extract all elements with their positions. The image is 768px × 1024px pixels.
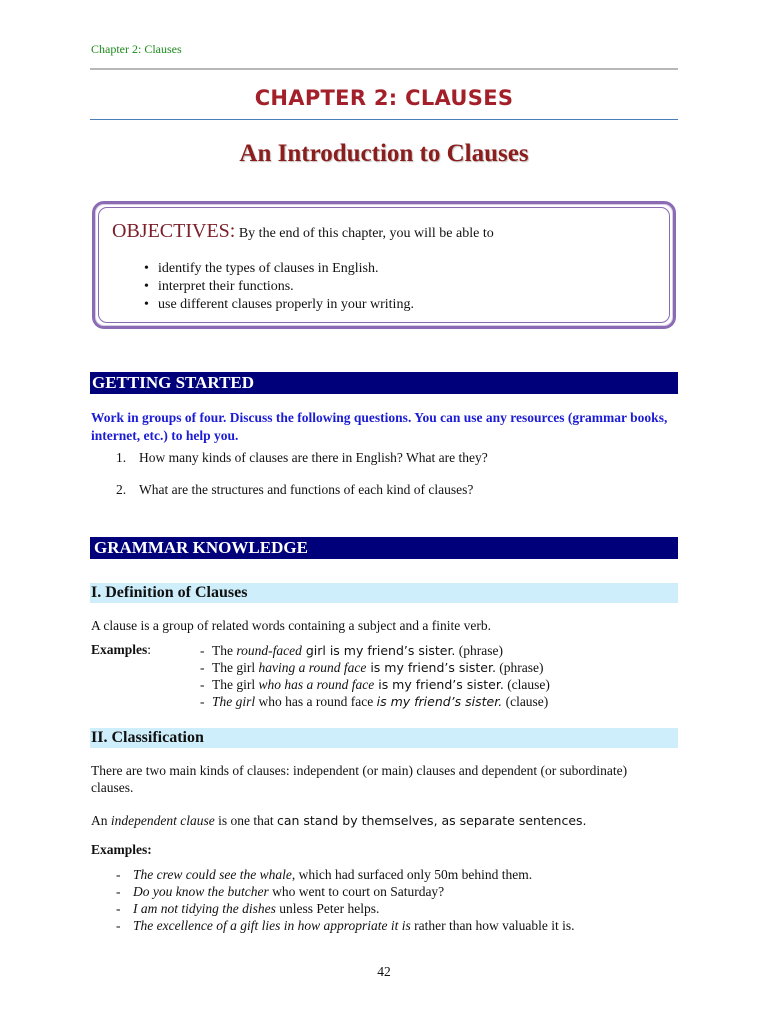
- example-item: - The girl having a round face is my friend’s sister. (phrase): [200, 660, 544, 675]
- running-header: Chapter 2: Clauses: [91, 42, 182, 56]
- examples-label-colon: :: [147, 642, 152, 657]
- example-item: - The girl who has a round face is my friend’s sister. (clause): [200, 677, 550, 692]
- objectives-lead: By the end of this chapter, you will be able to: [235, 226, 494, 241]
- example-item: - The crew could see the whale, which had surfaced only 50m behind them.: [116, 867, 533, 882]
- objectives-list: [144, 260, 414, 314]
- grammar-knowledge-heading: GRAMMAR KNOWLEDGE: [90, 537, 678, 559]
- examples-label-text: Examples: [91, 642, 148, 657]
- question-text: What are the structures and functions of each kind of clauses?: [139, 482, 474, 497]
- getting-started-heading: GETTING STARTED: [90, 372, 678, 394]
- page-number: 42: [377, 964, 391, 979]
- independent-examples-label: Examples:: [91, 842, 152, 857]
- definition-examples: [200, 642, 550, 710]
- example-item: - I am not tidying the dishes unless Peter helps.: [116, 901, 380, 916]
- example-item: - Do you know the butcher who went to court on Saturday?: [116, 884, 445, 899]
- independent-clause-definition: An independent clause is one that can stand by themselves, as separate sentences.: [91, 813, 587, 828]
- chapter-heading-rule: [90, 119, 678, 120]
- example-item: - The girl who has a round face is my friend’s sister. (clause): [200, 694, 549, 709]
- question-text: How many kinds of clauses are there in English? What are they?: [139, 450, 488, 465]
- objectives-intro: [112, 220, 494, 243]
- classification-heading: II. Classification: [90, 728, 678, 748]
- example-item: - The excellence of a gift lies in how appropriate it is rather than how valuable it is.: [116, 918, 575, 933]
- page-title: An Introduction to Clauses: [239, 140, 529, 167]
- question-number: 2.: [116, 482, 127, 497]
- objective-item: • use different clauses properly in your writing.: [144, 296, 414, 314]
- examples-label: [91, 642, 151, 658]
- definition-heading: I. Definition of Clauses: [90, 583, 678, 603]
- classification-intro: There are two main kinds of clauses: independent (or main) clauses and dependent (or subordinate) clauses.: [91, 763, 628, 795]
- group-instruction: Work in groups of four. Discuss the following questions. You can use any resources (grammar books, internet, etc.) to help you.: [91, 410, 668, 443]
- example-item: - The round-faced girl is my friend’s sister. (phrase): [200, 643, 504, 658]
- chapter-heading: CHAPTER 2: CLAUSES: [254, 86, 514, 110]
- objectives-label: OBJECTIVES:: [112, 220, 236, 242]
- objective-item: • interpret their functions.: [144, 278, 414, 296]
- question-number: 1.: [116, 450, 127, 465]
- objective-item: • identify the types of clauses in English.: [144, 260, 414, 278]
- definition-text: A clause is a group of related words containing a subject and a finite verb.: [91, 618, 491, 633]
- header-divider: [90, 68, 678, 70]
- independent-examples: [116, 866, 575, 934]
